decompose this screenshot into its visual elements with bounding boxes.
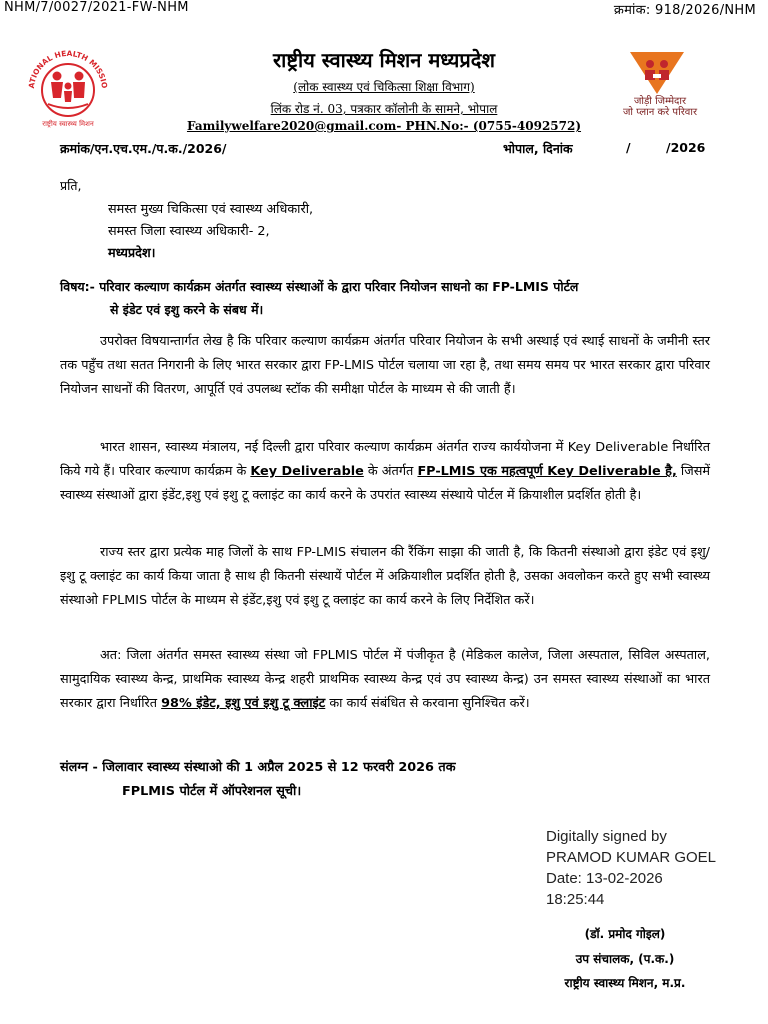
signatory-name: (डॉ. प्रमोद गोइल) bbox=[584, 927, 666, 941]
subject-line-1: विषय:- परिवार कल्याण कार्यक्रम अंतर्गत स्वास्थ्य संस्थाओं के द्वारा परिवार नियोजन साधनो का FP-LMIS पोर्टल bbox=[60, 279, 579, 294]
paragraph-4-target-highlight: 98% इंडेट, इशु एवं इशु टू क्लाइंट bbox=[161, 696, 326, 711]
enclosure-line-2: FPLMIS पोर्टल में ऑपरेशनल सूची। bbox=[122, 784, 302, 799]
organization-title: राष्ट्रीय स्वास्थ्य मिशन मध्यप्रदेश bbox=[272, 48, 495, 72]
paragraph-3: राज्य स्तर द्वारा प्रत्येक माह जिलों के साथ FP-LMIS संचालन की रैंकिंग साझा की जाती है, कि कितनी संस्थाओ द्वारा इंडेट एवं इशु/इशु टू क्लाइंट का कार्य किया जाता है साथ ही कितनी संस्थायें पोर्टल में अक्रियाशील प्रदर्शित होती है, उसका अवलोकन करते हुए सभी स्वास्थ्य संस्थाओ FPLMIS पोर्टल के माध्यम से इंडेंट,इशु एवं इशु टू क्लाइंट का कार्य करने के लिए निर्देशित करें। bbox=[60, 545, 710, 608]
paragraph-2-key-deliverable: Key Deliverable bbox=[250, 464, 364, 479]
signature-name: PRAMOD KUMAR GOEL bbox=[546, 849, 717, 866]
paragraph-4-text-c: का कार्य संबंधित से करवाना सुनिश्चित करें। bbox=[325, 696, 530, 711]
paragraph-2-text-c: के अंतर्गत bbox=[363, 464, 418, 479]
paragraph-2-text-a: भारत शासन, स्वास्थ्य मंत्रालय, नई दिल्ली द्वारा परिवार कल्याण कार्यक्रम अंतर्गत राज्य कार्ययोजना में Key Deliverable निर्धारित किये गये हैं। परिवार कल्याण कार्यक्रम के bbox=[60, 440, 710, 479]
paragraph-2-text-e: जिसमें स्वास्थ्य संस्थाओं द्वारा इंडेंट,इशु एवं इशु टू क्लाइंट का कार्य करने के उपरांत स्वास्थ्य संस्थाये पोर्टल में क्रियाशील प्रदर्शित होती है। bbox=[60, 464, 711, 503]
recipient-line-3: मध्यप्रदेश। bbox=[108, 246, 156, 261]
paragraph-2 bbox=[60, 436, 710, 508]
file-reference: NHM/7/0027/2021-FW-NHM bbox=[4, 0, 189, 15]
signature-time: 18:25:44 bbox=[546, 891, 605, 908]
reference-number: क्रमांक/एन.एच.एम./प.क./2026/ bbox=[60, 141, 227, 156]
signature-date: Date: 13-02-2026 bbox=[546, 870, 663, 887]
signatory-office: राष्ट्रीय स्वास्थ्य मिशन, म.प्र. bbox=[564, 976, 686, 990]
subject-line-2: से इंडेट एवं इशु करने के संबध में। bbox=[110, 302, 264, 317]
paragraph-2-fplmis-highlight: FP-LMIS एक महत्वपूर्ण Key Deliverable है, bbox=[417, 464, 677, 479]
date-year: /2026 bbox=[666, 140, 706, 155]
paragraph-1: उपरोक्त विषयान्तार्गत लेख है कि परिवार कल्याण कार्यक्रम अंतर्गत परिवार नियोजन के सभी अस्थाई एवं स्थाई साधनों के जमीनी स्तर तक पहुँच तथा सतत निगरानी के लिए भारत सरकार द्वारा FP-LMIS पोर्टल चलाया जा रहा है, तथा समय समय पर भारत सरकार द्वारा परिवार नियोजन साधनों की वितरण, आपूर्ति एवं उपलब्ध स्टॉक की समीक्षा पोर्टल के माध्यम से की जाती हैं। bbox=[60, 334, 710, 397]
prati-label: प्रति, bbox=[60, 178, 82, 193]
department-name: (लोक स्वास्थ्य एवं चिकित्सा शिक्षा विभाग) bbox=[293, 80, 475, 94]
signature-line-1: Digitally signed by bbox=[546, 828, 667, 845]
recipient-line-2: समस्त जिला स्वास्थ्य अधिकारी- 2, bbox=[108, 224, 270, 239]
date-separator: / bbox=[626, 140, 631, 155]
paragraph-4 bbox=[60, 644, 710, 716]
nhm-logo-text: ATIONAL HEALTH MISSIO bbox=[26, 48, 110, 89]
nhm-logo-subtitle: राष्ट्रीय स्वास्थ्य मिशन bbox=[42, 120, 94, 128]
place-date-label: भोपाल, दिनांक bbox=[503, 141, 573, 156]
letter-number: क्रमांक: 918/2026/NHM bbox=[613, 3, 756, 18]
tagline-line-2: जो प्लान करे परिवार bbox=[622, 107, 698, 118]
tagline-line-1: जोड़ी जिम्मेदार bbox=[633, 96, 687, 107]
signatory-designation: उप संचालक, (प.क.) bbox=[575, 952, 675, 966]
enclosure-line-1: संलग्न - जिलावार स्वास्थ्य संस्थाओ की 1 अप्रैल 2025 से 12 फरवरी 2026 तक bbox=[60, 760, 456, 775]
paragraph-4-text-a: अत: जिला अंतर्गत समस्त स्वास्थ्य संस्था जो FPLMIS पोर्टल में पंजीकृत है (मेडिकल कालेज, जिला अस्पताल, सिविल अस्पताल, सामुदायिक स्वास्थ्य केन्द्र, प्राथमिक स्वास्थ्य केन्द्र शहरी प्राथमिक स्वास्थ्य केन्द्र एवं उप स्वास्थ्य केन्द्र) उन समस्त स्वास्थ्य संस्थाओं का भारत सरकार द्वारा निर्धारित bbox=[60, 648, 710, 711]
contact-info: Familywelfare2020@gmail.com- PHN.No:- (0755-4092572) bbox=[186, 119, 582, 133]
recipient-line-1: समस्त मुख्य चिकित्सा एवं स्वास्थ्य अधिकारी, bbox=[108, 202, 314, 217]
digital-signature bbox=[546, 826, 716, 910]
office-address: लिंक रोड नं. 03, पत्रकार कॉलोनी के सामने, भोपाल bbox=[270, 102, 498, 116]
